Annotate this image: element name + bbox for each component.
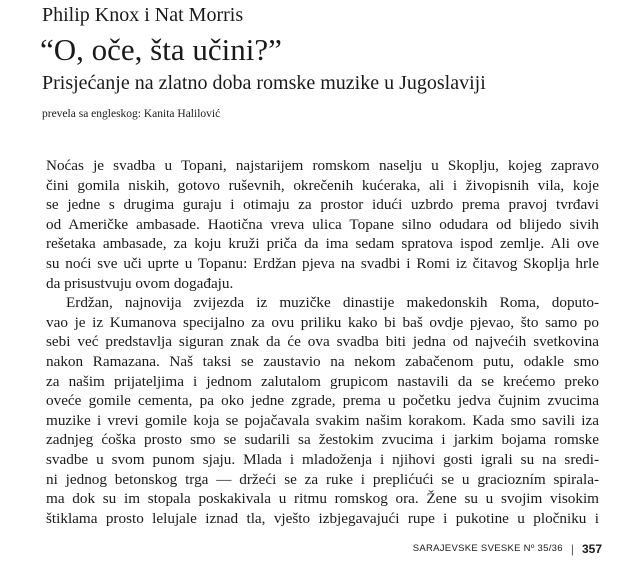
article-title: “O, oče, šta učini?” <box>40 32 282 67</box>
body-line: štiklama prosto lelujale iznad tla, vješto izbjegavajući rupe i pukotine u pločniku i <box>46 509 599 527</box>
body-line: svadbe u svom punom sjaju. Mlada i mladoženja i njihovi gosti igrali su na sredi- <box>46 450 599 468</box>
footer-separator: | <box>570 542 574 556</box>
body-line: vao je iz Kumanova specijalno za ovu priliku kako bi baš ovdje pjevao, što samo po <box>46 313 599 331</box>
body-line: od Američke ambasade. Haotična vreva ulica Topane silno odudara od blijedo sivih <box>46 215 599 233</box>
journal-name: SARAJEVSKE SVESKE Nº 35/36 <box>412 543 563 554</box>
body-line: nakon Ramazana. Naš taksi se zaustavio na nekom zabačenom putu, odakle smo <box>46 352 599 370</box>
body-line: ni jednog betonskog trga — držeći se za ruke i preplićući se u graciozním spirala- <box>46 470 599 488</box>
body-line: sebi već predstavlja siguran znak da će ova svadba biti jedna od najvećih svetkovina <box>46 333 599 351</box>
body-line: za našim prijateljima i jednom zalutalom grupicom nastavili da se krećemo preko <box>46 372 599 390</box>
article-subtitle: Prisjećanje na zlatno doba romske muzike u Jugoslaviji <box>42 72 486 94</box>
body-line: oveće gomile cementa, pa oko jedne zgrade, prema u početku jedva čujnim zvucima <box>46 392 599 410</box>
translator-credit: prevela sa engleskog: Kanita Halilović <box>42 108 221 120</box>
page-footer <box>413 541 602 557</box>
body-line: muzike i vrevi gomile koja se pojačavala svakim našim korakom. Kada smo savili iza <box>46 411 599 429</box>
body-line: ma dok su im stopala poskakivala u ritmu romskog ora. Žene su u svojim visokim <box>46 490 599 508</box>
body-line: čini gomila niskih, gotovo ruševnih, okrečenih kućeraka, ali i živopisnih vila, koje <box>46 176 599 194</box>
authors: Philip Knox i Nat Morris <box>42 4 244 26</box>
body-line: Noćas je svadba u Topani, najstarijem romskom naselju u Skoplju, kojeg zapravo <box>46 157 599 174</box>
article-body <box>46 156 599 528</box>
body-line: Erdžan, najnovija zvijezda iz muzičke dinastije makedonskih Roma, doputo- <box>66 294 599 312</box>
body-line: rešetaka ambasade, za koju kruži priča da ima sedam spratova ispod zemlje. Ali ove <box>46 235 599 253</box>
body-line: zadnjeg ćoška prosto smo se sudarili sa žestokim zvucima i jarkim bojama romske <box>46 431 599 449</box>
page-number: 357 <box>581 542 602 556</box>
body-line: se jedne s drugima guraju i otimaju za prostor idući uzbrdo prema pravoj tvrđavi <box>46 196 599 214</box>
body-line: da prisustvuju ovom događaju. <box>46 274 234 292</box>
body-line: su noći sve uči uprte u Topanu: Erdžan pjeva na svadbi i Romi iz čitavog Skoplja hrle <box>46 254 599 272</box>
